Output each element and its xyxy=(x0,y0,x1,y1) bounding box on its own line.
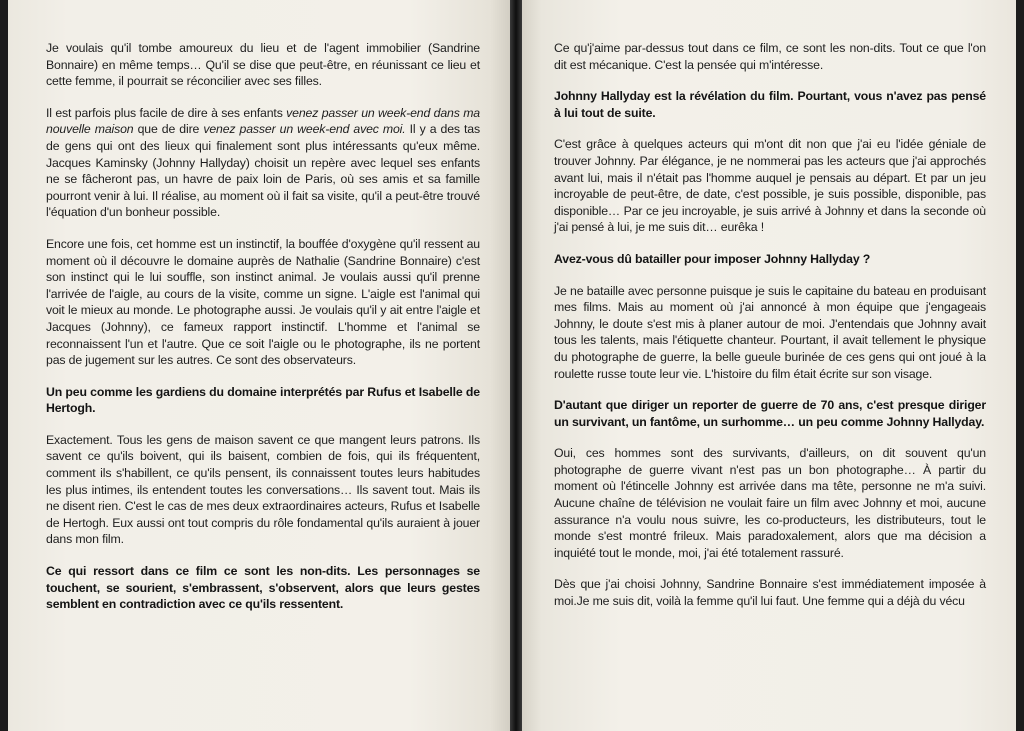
interview-question: D'autant que diriger un reporter de guerre de 70 ans, c'est presque diriger un survivant, un fantôme, un surhomme… un peu comme Johnny Hallyday. xyxy=(554,398,986,429)
text-run: que de dire xyxy=(133,122,204,137)
paragraph: Ce qu'j'aime par-dessus tout dans ce film, ce sont les non-dits. Tout ce que l'on dit est mécanique. C'est la pensée qui m'intéresse. xyxy=(554,41,986,72)
interview-question: Un peu comme les gardiens du domaine interprétés par Rufus et Isabelle de Hertogh. xyxy=(46,384,480,416)
text-run: Il est parfois plus facile de dire à ses enfants xyxy=(46,105,287,120)
paragraph: Je ne bataille avec personne puisque je suis le capitaine du bateau en produisant mes films. Mais au moment où j'ai annoncé à mon équipe que j'engageais Johnny, le doute s'est mis à planer autour de moi. J'entendais que Johnny avait tous les talents, mais l'étiquette chanteur. Pourtant, il avait tellement le physique du photographe de guerre, la belle gueule burinée de ces gens qui ont joué à la roulette russe toute leur vie. L'histoire du film était écrite sur son visage. xyxy=(554,283,986,381)
italic-quote: venez passer un week-end dans ma nouvelle maison xyxy=(46,105,480,137)
paragraph: Oui, ces hommes sont des survivants, d'ailleurs, on dit souvent qu'un photographe de guerre vivant n'est pas un bon photographe… À partir du moment où l'étincelle Johnny est arrivée dans ma tête, personne ne m'a suivi. Aucune chaîne de télévision ne voulait faire un film avec Johnny et moi, aucune assurance n'a voulu nous suivre, les co-producteurs, les distributeurs, tout le monde s'est montré frileux. Mais paradoxalement, alors que ma décision a inquiété tout le monde, moi, j'ai été totalement rassuré. xyxy=(554,446,986,560)
interview-question: Ce qui ressort dans ce film ce sont les non-dits. Les personnages se touchent, se sourient, s'embrassent, s'observent, alors que leurs gestes semblent en contradiction avec ce qu'ils ressentent. xyxy=(46,564,480,612)
interview-question: Avez-vous dû batailler pour imposer Johnny Hallyday ? xyxy=(554,251,871,266)
paragraph: C'est grâce à quelques acteurs qui m'ont dit non que j'ai eu l'idée géniale de trouver Johnny. Par élégance, je ne nommerai pas les acteurs que j'ai approchés avant lui, mais il n'était pas l'homme auquel je pensais au départ. Et par un jeu incroyable de peut-être, de date, c'est possible, je suis possible, disponible, pas disponible… Par ce jeu incroyable, je suis arrivé à Johnny et dans la seconde où j'ai pensé à lui, je me suis dit… eurêka ! xyxy=(554,137,986,235)
paragraph: Je voulais qu'il tombe amoureux du lieu et de l'agent immobilier (Sandrine Bonnaire) en même temps… Qu'il se dise que peut-être, en réunissant ce lieu et cette femme, il pourrait se réconcilier avec ses filles. xyxy=(46,41,480,89)
italic-quote: venez passer un week-end avec moi. xyxy=(203,122,406,137)
paragraph: Exactement. Tous les gens de maison savent ce que mangent leurs patrons. Ils savent ce qu'ils boivent, qui ils baisent, combien de fois, qui ils fréquentent, comment ils s'habillent, ce qu'ils pensent, ils connaissent toutes leurs habitudes les plus intimes, ils entendent toutes les conversations… Ils savent tout. Mais ils ne disent rien. C'est le cas de mes deux extraordinaires acteurs, Rufus et Isabelle de Hertogh. Eux aussi ont tout compris du rôle fondamental qu'ils auraient à jouer dans mon film. xyxy=(46,432,480,547)
paragraph: Encore une fois, cet homme est un instinctif, la bouffée d'oxygène qu'il ressent au moment où il découvre le domaine auprès de Nathalie (Sandrine Bonnaire) c'est son instinct qui le lui souffle, son instinct animal. Je voulais aussi qu'il prenne l'arrivée de l'aigle, au cours de la visite, comme un signe. L'aigle est l'animal qui voit le mieux au monde. Le photographe aussi. Je voulais qu'il y ait entre l'aigle et Jacques (Johnny), ce fameux rapport instinctif. L'homme et l'animal se reconnaissent l'un et l'autre. Que ce soit l'aigle ou le photographe, ils ne portent pas de jugement sur les autres. Ce sont des observateurs. xyxy=(46,236,480,368)
paragraph xyxy=(46,105,480,221)
paragraph: Dès que j'ai choisi Johnny, Sandrine Bonnaire s'est immédiatement imposée à moi.Je me suis dit, voilà la femme qu'il lui faut. Une femme qui a déjà du vécu xyxy=(554,577,986,609)
right-page xyxy=(522,0,1016,731)
left-page xyxy=(8,0,510,731)
interview-question: Johnny Hallyday est la révélation du film. Pourtant, vous n'avez pas pensé à lui tout de suite. xyxy=(554,89,986,120)
book-gutter xyxy=(510,0,522,731)
text-run: Il y a des tas de gens qui ont des lieux qui finalement sont plus intéressants qu'eux même. Jacques Kaminsky (Johnny Hallyday) choisit un repère avec lequel ses enfants ne se fâcheront pas, un havre de paix loin de Paris, où ses amis et sa famille pourront venir à lui. Il réalise, au moment où il fait sa visite, qu'il a peut-être trouvé l'équation d'un bonheur possible. xyxy=(46,122,480,220)
